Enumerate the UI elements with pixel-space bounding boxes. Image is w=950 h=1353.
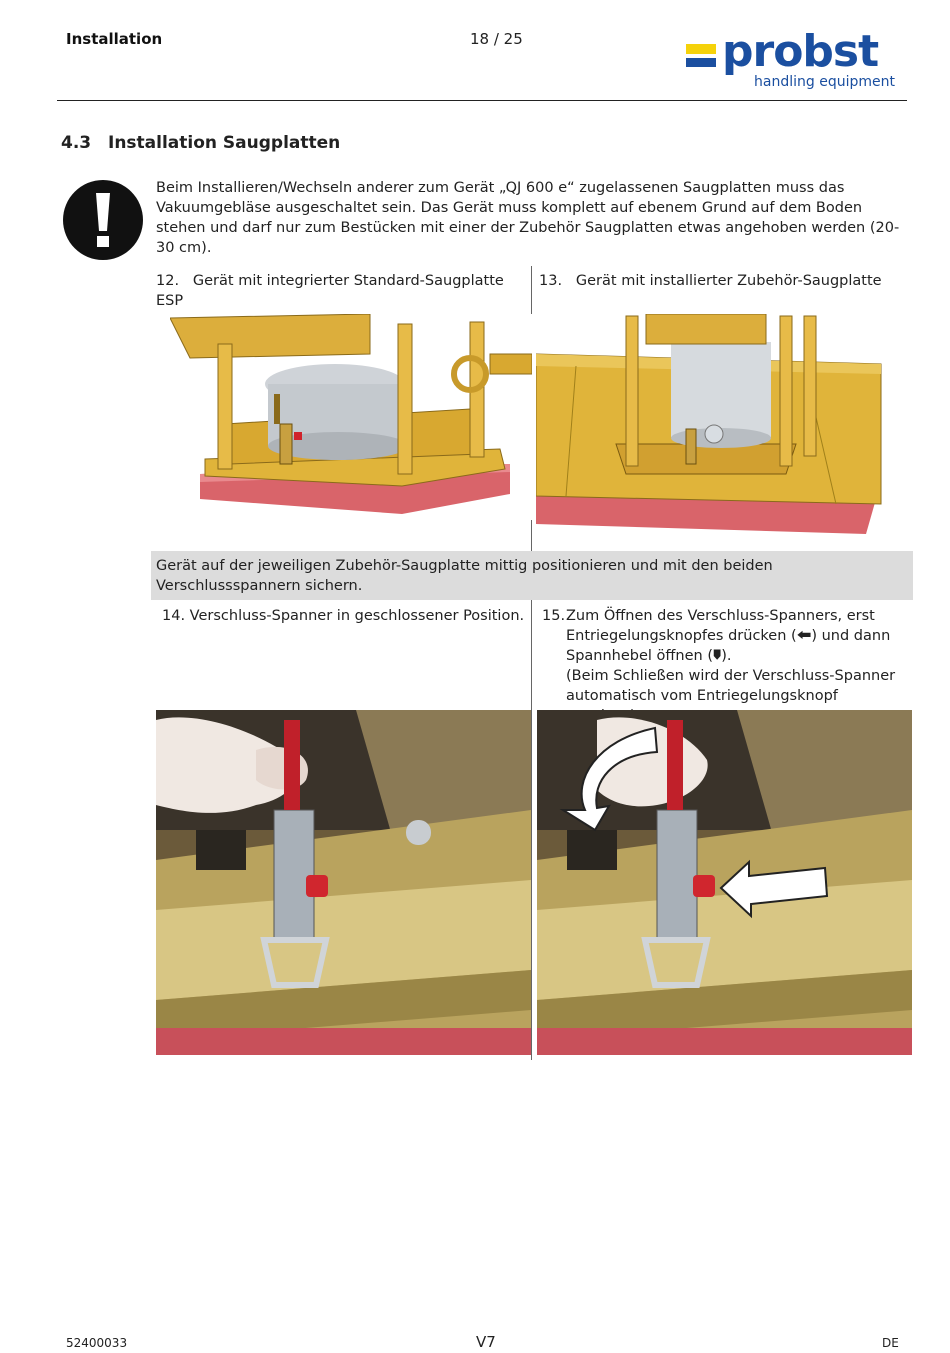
language: DE (882, 1336, 899, 1350)
step-15-line-4: (Beim Schließen wird der Verschluss-Spanner (566, 668, 896, 684)
section-title: Installation Saugplatten (108, 133, 341, 153)
machine-accessory-plate-image (536, 314, 882, 534)
probst-logo (686, 26, 898, 94)
step-12-number: 12. (156, 273, 180, 289)
header-rule (57, 100, 907, 101)
step-13-number: 13. (539, 273, 563, 289)
instruction-band-text: Gerät auf der jeweiligen Zubehör-Saugplatte mittig positionieren und mit den beiden Verschlussspannern sichern. (156, 558, 773, 594)
step-12-text: Gerät mit integrierter Standard-Saugplatte ESP (156, 273, 504, 309)
page-number: 18 / 25 (470, 30, 523, 48)
section-number: 4.3 (61, 133, 92, 153)
logo-yellow-bar (686, 44, 716, 54)
step-15-line-3: Spannhebel öffnen (🠷). (566, 648, 732, 664)
logo-word: probst (722, 26, 879, 77)
column-divider-bottom (531, 600, 532, 1060)
warning-icon (62, 179, 144, 261)
logo-blue-bar (686, 58, 716, 67)
step-14-number: 14. (162, 608, 186, 624)
clamp-closed-photo (156, 710, 531, 1055)
version: V7 (476, 1333, 496, 1351)
doc-number: 52400033 (66, 1336, 128, 1350)
step-13-caption (539, 271, 909, 291)
step-15-line-2: Entriegelungsknopfes drücken (🠰) und dann (566, 628, 891, 644)
step-15-line-1: Zum Öffnen des Verschluss-Spanners, erst (566, 608, 875, 624)
step-15-line-5: automatisch vom Entriegelungsknopf (566, 688, 838, 704)
step-14-text: Verschluss-Spanner in geschlossener Position. (189, 608, 525, 624)
header-section: Installation (66, 30, 163, 48)
clamp-open-photo (537, 710, 912, 1055)
warning-text: Beim Installieren/Wechseln anderer zum Gerät „QJ 600 e“ zugelassenen Saugplatten muss das Vakuumgebläse ausgeschaltet sein. Das Gerät muss komplett auf ebenem Grund auf dem Boden stehen und darf nur zum Bestücken mit einer der Zubehör Saugplatten etwas angehoben werden (20-30 cm). (156, 180, 900, 256)
machine-standard-plate-image (170, 314, 532, 520)
step-15-number: 15. (542, 608, 566, 624)
step-14-caption (162, 606, 527, 626)
step-13-text: Gerät mit installierter Zubehör-Saugplatte (575, 273, 882, 289)
logo-tagline: handling equipment (754, 74, 895, 90)
